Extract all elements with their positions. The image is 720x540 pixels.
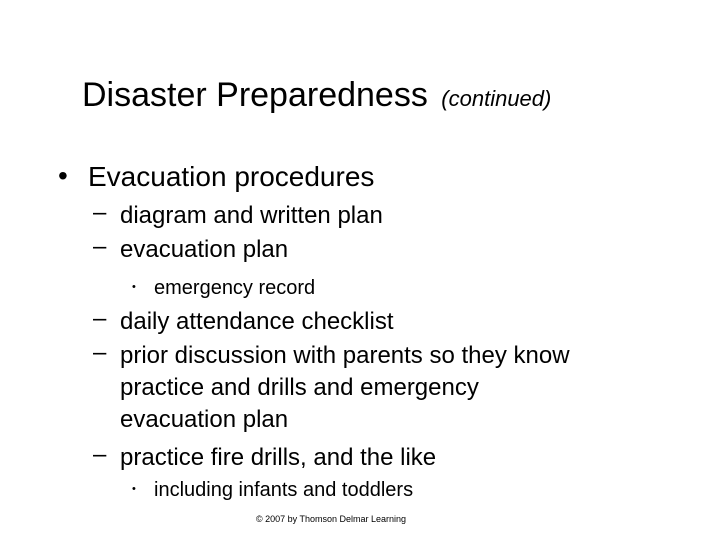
dash-marker: – bbox=[93, 339, 107, 366]
small-bullet-marker: • bbox=[132, 483, 136, 495]
dash-marker: – bbox=[93, 199, 107, 226]
list-item-prior-discussion: prior discussion with parents so they know bbox=[120, 342, 570, 369]
dash-marker: – bbox=[93, 305, 107, 332]
list-item-practice-fire-drills: practice fire drills, and the like bbox=[120, 444, 437, 471]
list-item-prior-discussion-cont: practice and drills and emergency bbox=[120, 374, 479, 401]
list-item-diagram: diagram and written plan bbox=[120, 202, 383, 229]
list-item-infants-toddlers: including infants and toddlers bbox=[154, 479, 414, 501]
small-bullet-marker: • bbox=[132, 281, 136, 293]
list-item-emergency-record: emergency record bbox=[154, 277, 316, 299]
slide-title bbox=[82, 74, 551, 120]
dash-marker: – bbox=[93, 441, 107, 468]
bullet-marker: • bbox=[58, 160, 68, 191]
title-subtitle: (continued) bbox=[441, 86, 552, 111]
copyright-footer: © 2007 by Thomson Delmar Learning bbox=[256, 514, 407, 524]
list-item-evacuation-plan: evacuation plan bbox=[120, 236, 289, 263]
title-text: Disaster Preparedness bbox=[82, 76, 428, 114]
list-item-prior-discussion-cont2: evacuation plan bbox=[120, 406, 289, 433]
list-item-daily-attendance: daily attendance checklist bbox=[120, 308, 394, 335]
bullet-evacuation-procedures: Evacuation procedures bbox=[88, 161, 375, 192]
dash-marker: – bbox=[93, 233, 107, 260]
